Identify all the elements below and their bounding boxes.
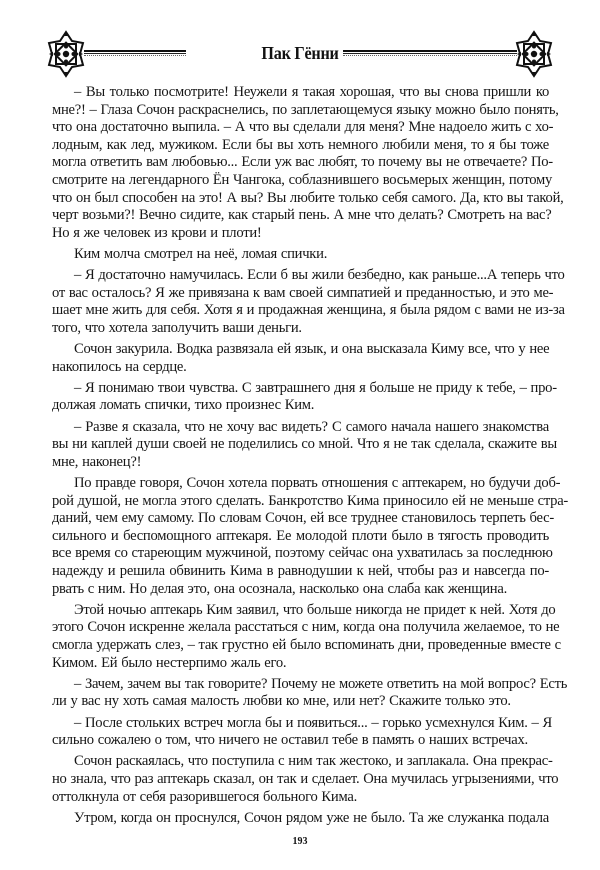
- text-line: – После стольких встреч могла бы и появиться... – горько усмехнулся Ким. – Я: [74, 714, 552, 731]
- paragraph: [52, 379, 557, 415]
- text-line: Но я же человек из крови и плоти!: [52, 224, 262, 241]
- text-line: Кимом. Ей было нестерпимо жаль его.: [52, 654, 287, 671]
- paragraph: [52, 341, 549, 376]
- text-line: мне, наконец?!: [52, 453, 142, 470]
- paragraph: [52, 675, 568, 711]
- text-line: – Вы только посмотрите! Неужели я такая хорошая, что вы снова пришли ко: [74, 84, 549, 100]
- text-line: того, что хотела заполучить ваши деньги.: [52, 319, 302, 336]
- text-line: шает мне жить для себя. Хотя я и продажная женщина, я была рядом с вами не из-за: [52, 302, 565, 319]
- star-rosette-ornament-icon: [513, 30, 555, 78]
- text-line: даний, чем ему самому. По словам Сочон, ей все труднее становилось терпеть бес-: [52, 510, 554, 527]
- text-line: рвать с ним. Но делая это, она осознала, насколько она слаба как женщина.: [52, 580, 507, 597]
- text-line: По правде говоря, Сочон хотела порвать отношения с аптекарем, но будучи доб-: [74, 475, 561, 492]
- text-line: этого Сочон искренне желала расстаться с ним, когда она получила желаемое, то не: [52, 619, 560, 636]
- header-rule-right: [343, 50, 517, 56]
- text-line: накопилось на сердце.: [52, 358, 187, 375]
- running-title: Пак Гённи: [261, 43, 339, 63]
- text-line: Этой ночью аптекарь Ким заявил, что больше никогда не придет к ней. Хотя до: [74, 601, 556, 618]
- paragraph: [52, 84, 564, 242]
- text-line: сильного и беспомощного аптекаря. Ее молодой плоти было в тягость проводить: [52, 527, 549, 544]
- paragraph: [52, 267, 565, 337]
- paragraph: [52, 475, 569, 598]
- text-line: смогла удержать слез, – так грустно ей было вспоминать дни, проведенные вместе с: [52, 636, 561, 653]
- text-line: ли у вас ну хоть самая малость любви ко мне, или нет? Скажите только это.: [52, 693, 511, 710]
- text-line: Ким молча смотрел на неё, ломая спички.: [74, 245, 328, 262]
- text-line: – Я достаточно намучилась. Если б вы жили безбедно, как раньше...А теперь что: [74, 267, 565, 284]
- text-line: – Зачем, зачем вы так говорите? Почему не можете ответить на мой вопрос? Есть: [74, 675, 568, 692]
- paragraph: [52, 246, 549, 264]
- running-header: [0, 28, 600, 84]
- paragraph: [52, 418, 557, 472]
- text-line: – Разве я сказала, что не хочу вас видеть? С самого начала нашего знакомства: [74, 418, 549, 435]
- text-line: Утром, когда он проснулся, Сочон рядом уже не было. Та же служанка подала: [74, 809, 549, 826]
- text-line: что она достаточно выпила. – А что вы сделали для меня? Мне надоело жить с хо-: [52, 119, 554, 136]
- text-line: мне?! – Глаза Сочон раскраснелись, по заплетающемуся языку можно было понять,: [52, 101, 559, 118]
- text-line: Сочон закурила. Водка развязала ей язык, и она высказала Киму все, что у нее: [74, 341, 550, 358]
- paragraph: [52, 810, 549, 828]
- paragraph: [52, 601, 561, 672]
- paragraph: [52, 753, 559, 806]
- text-line: сильно сожалею о том, что ничего не оставил тебе в память о наших встречах.: [52, 732, 528, 749]
- text-line: от вас осталось? Я же привязана к вам своей симпатией и преданностью, и это ме-: [52, 284, 554, 301]
- body-text: [52, 84, 569, 831]
- text-line: – Я понимаю твои чувства. С завтрашнего дня я больше не приду к тебе, – про-: [74, 379, 557, 396]
- text-line: лодным, как лед, мужиком. Если бы вы хоть немного любили меня, то я бы тоже: [52, 136, 549, 153]
- text-line: но знала, что раз аптекарь сказал, он так и сделает. Она мучилась угрызениями, что: [52, 770, 559, 787]
- text-line: смотрите на легендарного Ён Чангока, соблазнившего восьмерых женщин, потому: [52, 171, 553, 188]
- text-line: Сочон раскаялась, что поступила с ним так жестоко, и заплакала. Она прекрас-: [74, 753, 553, 770]
- text-line: должая ломать спички, тихо произнес Ким.: [52, 397, 315, 414]
- page-number: 193: [292, 836, 308, 847]
- text-line: что он был способен на это! А вы? Вы любите только себя самого. Да, кто вы такой,: [52, 189, 564, 206]
- text-line: все время со стареющим мужчиной, поэтому сейчас она ухватилась за последнюю: [52, 545, 553, 562]
- text-line: оттолкнула от себя разорившегося больного Кима.: [52, 788, 357, 805]
- text-line: могла ответить вам любовью... Если уж вас любят, то почему вы не отвечаете? По-: [52, 154, 553, 171]
- text-line: вы ни каплей души своей не поделились со мной. Что я не так сделала, скажите вы: [52, 436, 557, 453]
- text-line: черт возьми?! Вечно сидите, как старый пень. А мне что делать? Смотреть на вас?: [52, 207, 552, 224]
- paragraph: [52, 714, 552, 750]
- text-line: надежду и решила обвинить Кима в равнодушии к ней, чтобы раз и навсегда по-: [52, 563, 549, 579]
- text-line: рой душой, не могла этого сделать. Банкротство Кима приносило ей не меньше стра-: [52, 492, 569, 509]
